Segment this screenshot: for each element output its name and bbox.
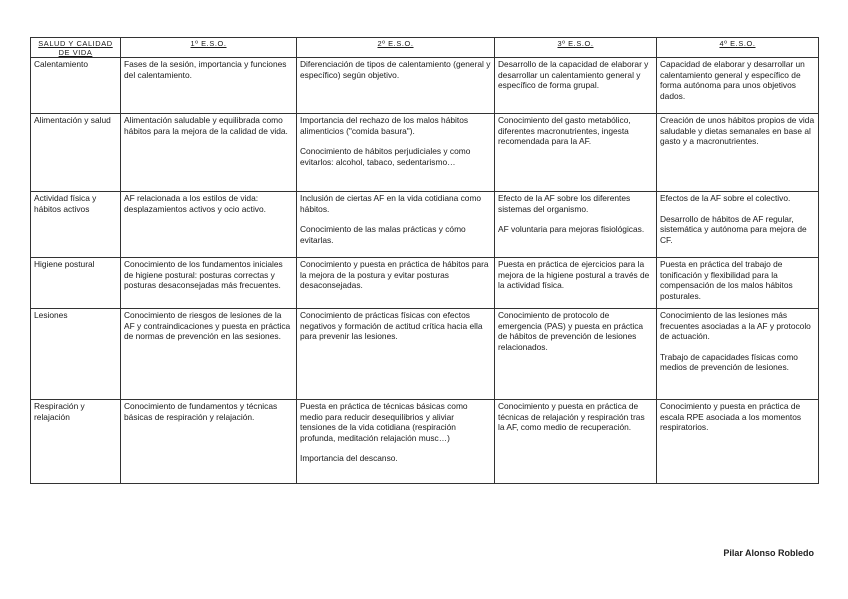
cell-paragraph: Creación de unos hábitos propios de vida saludable y dietas semanales en base al gasto y a macronutrientes. (660, 115, 815, 147)
table-cell (121, 258, 297, 309)
cell-paragraph: Alimentación saludable y equilibrada como hábitos para la mejora de la calidad de vida. (124, 115, 288, 136)
row-label: Alimentación y salud (31, 114, 121, 192)
cell-paragraph: Conocimiento de prácticas físicas con efectos negativos y formación de actitud crítica hacia ella para prevenir las lesiones. (300, 310, 483, 342)
table-cell (121, 400, 297, 484)
table-cell (657, 58, 819, 114)
table-cell (121, 114, 297, 192)
cell-paragraph: Capacidad de elaborar y desarrollar un calentamiento general y específico de forma autónoma para unos objetivos dados. (660, 59, 805, 101)
cell-paragraph: Conocimiento del gasto metabólico, diferentes macronutrientes, ingesta recomendada para la AF. (498, 115, 631, 147)
cell-paragraph: Diferenciación de tipos de calentamiento (general y específico) según objetivo. (300, 59, 491, 80)
table-row-calentamiento (31, 58, 819, 114)
header-eso-2: 2º E.S.O. (297, 38, 495, 58)
cell-paragraph: Puesta en práctica de ejercicios para la mejora de la higiene postural a través de la actividad física. (498, 259, 650, 291)
table-cell (657, 258, 819, 309)
header-eso-3: 3º E.S.O. (495, 38, 657, 58)
cell-paragraph: Importancia del descanso. (300, 453, 398, 464)
cell-paragraph: AF voluntaria para mejoras fisiológicas. (498, 224, 645, 235)
cell-paragraph: Desarrollo de la capacidad de elaborar y desarrollar un calentamiento general y específico de forma grupal. (498, 59, 649, 91)
cell-paragraph: Conocimiento de los fundamentos iniciales de higiene postural: posturas correctas y posturas desaconsejadas más frecuentes. (124, 259, 283, 291)
table-cell (297, 114, 495, 192)
cell-paragraph: Conocimiento y puesta en práctica de escala RPE asociada a los momentos respiratorios. (660, 401, 802, 433)
row-label: Higiene postural (31, 258, 121, 309)
author-name: Pilar Alonso Robledo (723, 548, 814, 558)
cell-paragraph: Fases de la sesión, importancia y funciones del calentamiento. (124, 59, 287, 80)
table-cell (657, 400, 819, 484)
header-topic: SALUD Y CALIDAD DE VIDA (31, 38, 121, 58)
table-cell (495, 400, 657, 484)
table-cell (121, 192, 297, 258)
cell-paragraph: Conocimiento de las lesiones más frecuentes asociadas a la AF y protocolo de actuación. (660, 310, 811, 342)
table-cell (297, 400, 495, 484)
table-row-higiene-postural (31, 258, 819, 309)
table-row-alimentacion (31, 114, 819, 192)
cell-paragraph: Inclusión de ciertas AF en la vida cotidiana como hábitos. (300, 193, 482, 214)
table-cell (657, 114, 819, 192)
table-cell (657, 192, 819, 258)
cell-paragraph: Puesta en práctica de técnicas básicas como medio para reducir desequilibrios y aliviar tensiones de la vida cotidiana (respiración profunda, meditación relajación musc…) (300, 401, 468, 443)
table-row-respiracion (31, 400, 819, 484)
row-label: Actividad física y hábitos activos (31, 192, 121, 258)
table-row-lesiones (31, 309, 819, 400)
cell-paragraph: Desarrollo de hábitos de AF regular, sistemática y autónoma para mejora de CF. (660, 213, 807, 245)
cell-paragraph: Efecto de la AF sobre los diferentes sistemas del organismo. (498, 193, 631, 214)
table-cell (495, 192, 657, 258)
table-cell (657, 309, 819, 400)
cell-paragraph: Importancia del rechazo de los malos hábitos alimenticios ("comida basura"). (300, 115, 469, 136)
cell-paragraph: Efectos de la AF sobre el colectivo. (660, 193, 791, 203)
table-cell (297, 192, 495, 258)
table-cell (495, 309, 657, 400)
cell-paragraph: Conocimiento de las malas prácticas y cómo evitarlas. (300, 224, 466, 245)
row-label: Calentamiento (31, 58, 121, 114)
table-cell (495, 258, 657, 309)
table-cell (297, 258, 495, 309)
cell-paragraph: Conocimiento y puesta en práctica de técnicas de relajación y respiración tras la AF, como medio de recuperación. (498, 401, 645, 433)
table-cell (297, 309, 495, 400)
table-cell (121, 309, 297, 400)
header-eso-4: 4º E.S.O. (657, 38, 819, 58)
row-label: Lesiones (31, 309, 121, 400)
cell-paragraph: Puesta en práctica del trabajo de tonificación y flexibilidad para la compensación de los malos hábitos posturales. (660, 259, 793, 301)
table-cell (297, 58, 495, 114)
curriculum-table (30, 37, 819, 484)
cell-paragraph: Conocimiento de riesgos de lesiones de la AF y contraindicaciones y puesta en práctica de normas de prevención en las sesiones. (124, 310, 291, 342)
table-cell (121, 58, 297, 114)
table-cell (495, 114, 657, 192)
header-eso-1: 1º E.S.O. (121, 38, 297, 58)
table-row-actividad-fisica (31, 192, 819, 258)
cell-paragraph: Conocimiento y puesta en práctica de hábitos para la mejora de la postura y evitar posturas desaconsejadas. (300, 259, 489, 291)
row-label: Respiración y relajación (31, 400, 121, 484)
table-cell (495, 58, 657, 114)
header-row (31, 38, 819, 58)
cell-paragraph: Conocimiento de hábitos perjudiciales y como evitarlos: alcohol, tabaco, sedentarismo… (300, 146, 471, 167)
cell-paragraph: Conocimiento de fundamentos y técnicas básicas de respiración y relajación. (124, 401, 278, 422)
cell-paragraph: Conocimiento de protocolo de emergencia (PAS) y puesta en práctica de hábitos de prevención de lesiones relacionados. (498, 310, 644, 352)
cell-paragraph: Trabajo de capacidades físicas como medios de prevención de lesiones. (660, 351, 798, 373)
cell-paragraph: AF relacionada a los estilos de vida: desplazamientos activos y ocio activo. (124, 193, 266, 214)
